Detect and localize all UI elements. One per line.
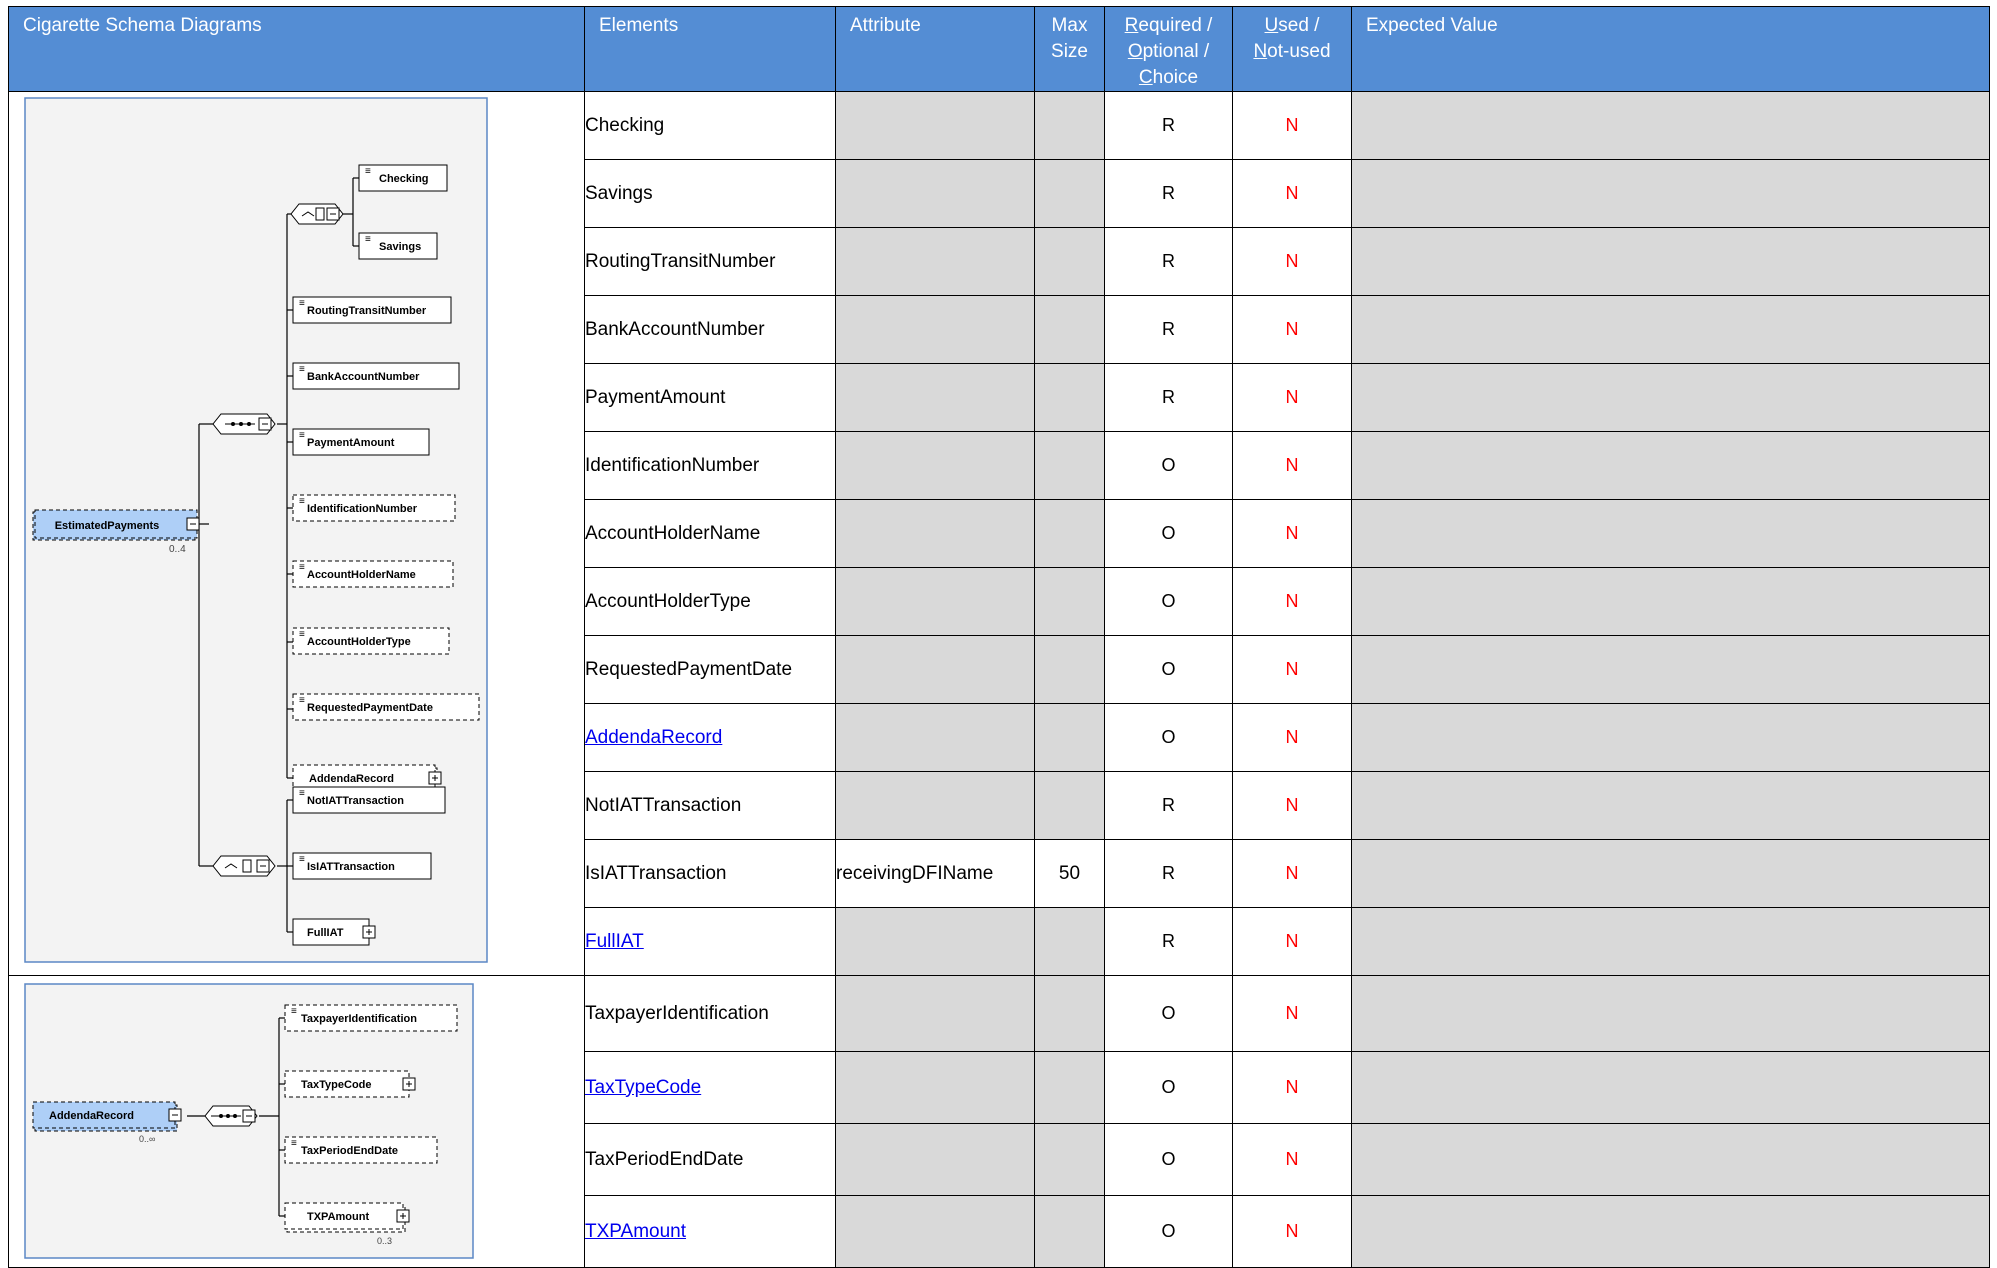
header-max-size: Max Size (1035, 7, 1105, 92)
seq-node-4 (293, 561, 453, 587)
svg-text:TaxPeriodEndDate: TaxPeriodEndDate (301, 1145, 398, 1157)
expected-value-cell (1352, 1196, 1990, 1268)
svg-text:≡: ≡ (299, 695, 305, 706)
required-cell: R (1105, 228, 1233, 296)
element-name: IsIATTransaction (585, 840, 836, 908)
required-cell: R (1105, 364, 1233, 432)
used-cell: N (1233, 364, 1352, 432)
max-size-cell (1035, 432, 1105, 500)
expected-value-cell (1352, 296, 1990, 364)
addenda-sequence-icon (205, 1106, 257, 1126)
element-link[interactable]: FullIAT (585, 930, 644, 952)
diagram-cell-addenda-record (9, 976, 585, 1268)
svg-text:≡: ≡ (299, 430, 305, 441)
max-size-cell (1035, 1052, 1105, 1124)
max-size-cell (1035, 704, 1105, 772)
element-name: RoutingTransitNumber (585, 228, 836, 296)
max-size-cell: 50 (1035, 840, 1105, 908)
element-link[interactable]: TXPAmount (585, 1220, 687, 1242)
svg-text:TaxTypeCode: TaxTypeCode (301, 1079, 372, 1091)
expected-value-cell (1352, 228, 1990, 296)
root-label: EstimatedPayments (54, 520, 160, 532)
expected-value-cell (1352, 92, 1990, 160)
expected-value-cell (1352, 1052, 1990, 1124)
required-cell: O (1105, 568, 1233, 636)
choice2-node-0 (293, 787, 445, 813)
expected-value-cell (1352, 500, 1990, 568)
max-size-cell (1035, 772, 1105, 840)
svg-text:TaxpayerIdentification: TaxpayerIdentification (301, 1013, 417, 1025)
table-row (9, 976, 1990, 1052)
header-used: Used / Not-used (1233, 7, 1352, 92)
svg-text:≡: ≡ (291, 1138, 297, 1149)
element-name[interactable] (585, 1196, 836, 1268)
svg-text:PaymentAmount: PaymentAmount (307, 437, 395, 449)
svg-text:NotIATTransaction: NotIATTransaction (307, 795, 404, 807)
max-size-cell (1035, 636, 1105, 704)
header-elements: Elements (585, 7, 836, 92)
addenda-child-0 (285, 1005, 457, 1031)
svg-text:AddendaRecord: AddendaRecord (309, 773, 394, 785)
schema-table (8, 6, 1990, 1268)
expected-value-cell (1352, 772, 1990, 840)
attribute-cell (836, 500, 1035, 568)
svg-text:Savings: Savings (379, 241, 422, 253)
header-attribute: Attribute (836, 7, 1035, 92)
svg-text:0..3: 0..3 (377, 1236, 393, 1246)
element-link[interactable]: AddendaRecord (585, 726, 723, 748)
addenda-child-1 (285, 1071, 415, 1097)
header-expected-value: Expected Value (1352, 7, 1990, 92)
attribute-cell (836, 1196, 1035, 1268)
seq-node-2 (293, 429, 429, 455)
max-size-cell (1035, 1124, 1105, 1196)
svg-text:FullIAT: FullIAT (307, 927, 344, 939)
required-cell: O (1105, 1196, 1233, 1268)
svg-text:≡: ≡ (299, 629, 305, 640)
choice-compositor-icon-1 (291, 204, 343, 224)
required-cell: R (1105, 296, 1233, 364)
attribute-cell (836, 92, 1035, 160)
svg-text:IdentificationNumber: IdentificationNumber (307, 503, 418, 515)
root-cardinality: 0..4 (169, 544, 186, 555)
used-cell: N (1233, 976, 1352, 1052)
expected-value-cell (1352, 636, 1990, 704)
required-cell: O (1105, 432, 1233, 500)
used-cell: N (1233, 704, 1352, 772)
attribute-cell: receivingDFIName (836, 840, 1035, 908)
max-size-cell (1035, 92, 1105, 160)
element-name: RequestedPaymentDate (585, 636, 836, 704)
svg-text:RoutingTransitNumber: RoutingTransitNumber (307, 305, 427, 317)
used-cell: N (1233, 228, 1352, 296)
svg-text:≡: ≡ (291, 1006, 297, 1017)
choice1-node-0 (359, 165, 447, 191)
expected-value-cell (1352, 160, 1990, 228)
element-name: BankAccountNumber (585, 296, 836, 364)
svg-text:≡: ≡ (299, 854, 305, 865)
attribute-cell (836, 432, 1035, 500)
attribute-cell (836, 568, 1035, 636)
max-size-cell (1035, 364, 1105, 432)
svg-text:≡: ≡ (299, 562, 305, 573)
svg-text:AddendaRecord: AddendaRecord (49, 1110, 134, 1122)
attribute-cell (836, 228, 1035, 296)
estimated-payments-diagram (9, 92, 489, 964)
attribute-cell (836, 160, 1035, 228)
seq-node-1 (293, 363, 459, 389)
svg-text:≡: ≡ (299, 364, 305, 375)
required-cell: O (1105, 1124, 1233, 1196)
required-cell: O (1105, 1052, 1233, 1124)
seq-node-0 (293, 297, 451, 323)
required-cell: R (1105, 160, 1233, 228)
choice2-node-1 (293, 853, 431, 879)
svg-text:BankAccountNumber: BankAccountNumber (307, 371, 420, 383)
svg-text:≡: ≡ (365, 234, 371, 245)
svg-text:IsIATTransaction: IsIATTransaction (307, 861, 395, 873)
seq-node-5 (293, 628, 449, 654)
max-size-cell (1035, 568, 1105, 636)
element-name: AccountHolderName (585, 500, 836, 568)
svg-text:≡: ≡ (299, 298, 305, 309)
attribute-cell (836, 636, 1035, 704)
used-cell: N (1233, 772, 1352, 840)
element-name[interactable] (585, 1052, 836, 1124)
required-cell: O (1105, 500, 1233, 568)
max-size-cell (1035, 908, 1105, 976)
used-cell: N (1233, 432, 1352, 500)
svg-text:≡: ≡ (299, 496, 305, 507)
attribute-cell (836, 1124, 1035, 1196)
element-name[interactable] (585, 908, 836, 976)
expected-value-cell (1352, 432, 1990, 500)
attribute-cell (836, 364, 1035, 432)
attribute-cell (836, 296, 1035, 364)
svg-text:RequestedPaymentDate: RequestedPaymentDate (307, 702, 433, 714)
used-cell: N (1233, 160, 1352, 228)
svg-text:AccountHolderName: AccountHolderName (307, 569, 416, 581)
used-cell: N (1233, 1124, 1352, 1196)
used-cell: N (1233, 568, 1352, 636)
svg-text:0..∞: 0..∞ (139, 1134, 156, 1144)
expected-value-cell (1352, 568, 1990, 636)
attribute-cell (836, 1052, 1035, 1124)
svg-text:≡: ≡ (299, 788, 305, 799)
element-name: Checking (585, 92, 836, 160)
element-link[interactable]: TaxTypeCode (585, 1076, 702, 1098)
required-cell: R (1105, 92, 1233, 160)
expected-value-cell (1352, 1124, 1990, 1196)
svg-text:TXPAmount: TXPAmount (307, 1211, 370, 1223)
expected-value-cell (1352, 976, 1990, 1052)
svg-text:≡: ≡ (365, 166, 371, 177)
required-cell: O (1105, 704, 1233, 772)
attribute-cell (836, 976, 1035, 1052)
expected-value-cell (1352, 704, 1990, 772)
header-diagrams: Cigarette Schema Diagrams (9, 7, 585, 92)
svg-text:AccountHolderType: AccountHolderType (307, 636, 411, 648)
expected-value-cell (1352, 908, 1990, 976)
header-required: Required / Optional / Choice (1105, 7, 1233, 92)
max-size-cell (1035, 228, 1105, 296)
svg-text:Checking: Checking (379, 173, 429, 185)
max-size-cell (1035, 296, 1105, 364)
element-name: IdentificationNumber (585, 432, 836, 500)
used-cell: N (1233, 636, 1352, 704)
attribute-cell (836, 772, 1035, 840)
seq-node-3 (293, 495, 455, 521)
used-cell: N (1233, 500, 1352, 568)
element-name[interactable] (585, 704, 836, 772)
max-size-cell (1035, 1196, 1105, 1268)
choice-compositor-icon-2 (213, 856, 275, 876)
addenda-record-diagram (9, 976, 489, 1262)
required-cell: R (1105, 772, 1233, 840)
required-cell: O (1105, 636, 1233, 704)
required-cell: O (1105, 976, 1233, 1052)
used-cell: N (1233, 840, 1352, 908)
addenda-child-2 (285, 1137, 437, 1163)
used-cell: N (1233, 908, 1352, 976)
element-name: TaxpayerIdentification (585, 976, 836, 1052)
seq-node-6 (293, 694, 479, 720)
required-cell: R (1105, 908, 1233, 976)
choice2-node-2 (293, 919, 375, 945)
used-cell: N (1233, 1196, 1352, 1268)
required-cell: R (1105, 840, 1233, 908)
element-name: PaymentAmount (585, 364, 836, 432)
max-size-cell (1035, 500, 1105, 568)
table-row (9, 92, 1990, 160)
expected-value-cell (1352, 364, 1990, 432)
max-size-cell (1035, 976, 1105, 1052)
element-name: Savings (585, 160, 836, 228)
max-size-cell (1035, 160, 1105, 228)
expected-value-cell (1352, 840, 1990, 908)
used-cell: N (1233, 92, 1352, 160)
element-name: NotIATTransaction (585, 772, 836, 840)
choice1-node-1 (359, 233, 437, 259)
attribute-cell (836, 908, 1035, 976)
element-name: TaxPeriodEndDate (585, 1124, 836, 1196)
diagram-cell-estimated-payments (9, 92, 585, 976)
used-cell: N (1233, 1052, 1352, 1124)
sequence-compositor-icon (213, 414, 275, 434)
used-cell: N (1233, 296, 1352, 364)
attribute-cell (836, 704, 1035, 772)
element-name: AccountHolderType (585, 568, 836, 636)
